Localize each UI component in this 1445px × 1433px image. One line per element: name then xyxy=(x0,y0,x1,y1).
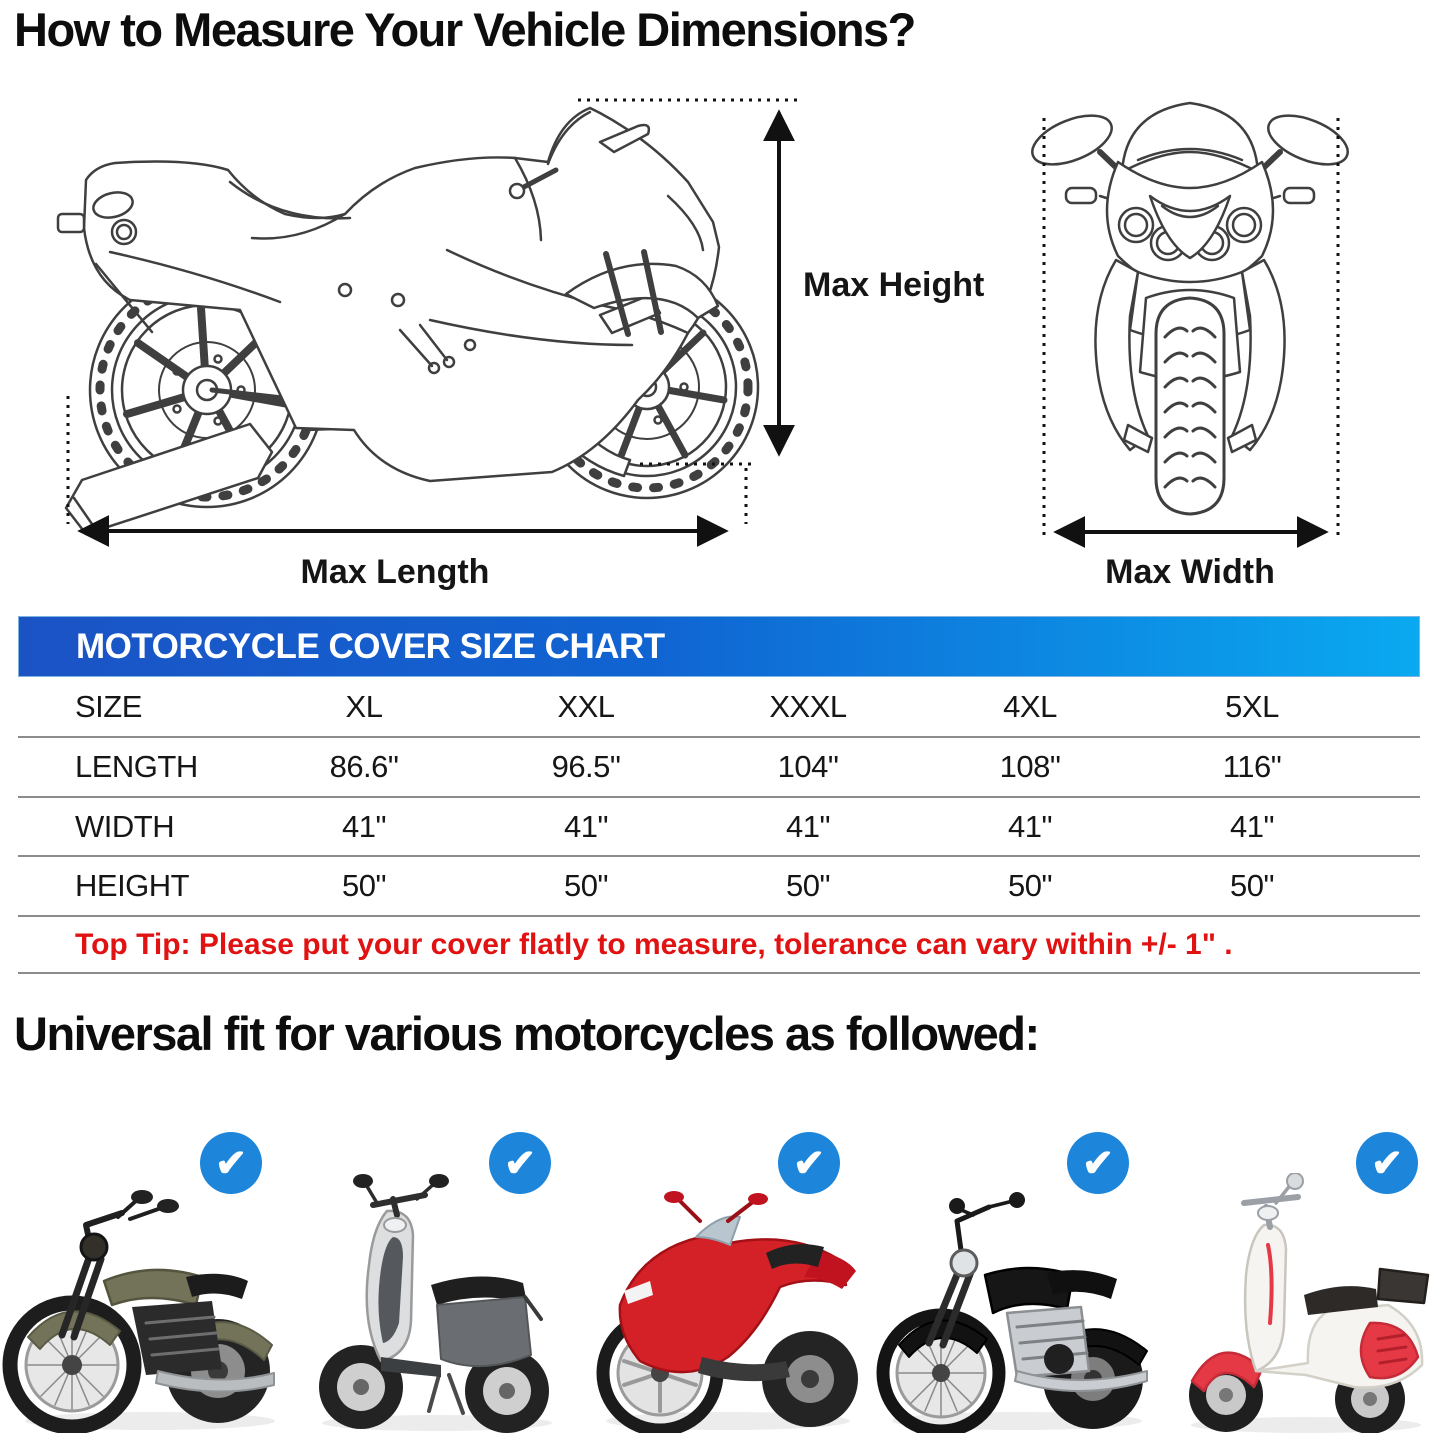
row-label: LENGTH xyxy=(75,749,198,784)
table-cell: 50" xyxy=(564,868,608,903)
table-cell: 108" xyxy=(999,749,1061,784)
size-option: 5XL xyxy=(1225,688,1279,724)
table-cell: 41" xyxy=(564,808,608,844)
table-cell: 50" xyxy=(1008,868,1052,903)
check-glyph: ✔ xyxy=(1082,1142,1114,1185)
row-label: HEIGHT xyxy=(75,868,190,903)
max-width-label: Max Width xyxy=(1105,553,1275,591)
universal-fit-heading: Universal fit for various motorcycles as followed: xyxy=(14,1007,1039,1060)
table-cell: 50" xyxy=(786,868,830,903)
size-option: XXXL xyxy=(769,688,847,724)
table-cell: 86.6" xyxy=(329,749,399,784)
table-cell: 96.5" xyxy=(551,749,621,784)
check-glyph: ✔ xyxy=(793,1142,825,1185)
gallery-item-red-sportbike xyxy=(578,1090,867,1433)
check-glyph: ✔ xyxy=(1371,1142,1403,1185)
size-chart-row-width xyxy=(18,798,1420,857)
size-chart-header-row xyxy=(18,677,1420,738)
measurement-diagram xyxy=(0,55,1445,615)
size-option: XXL xyxy=(557,688,615,724)
vespa-scooter-illustration xyxy=(1156,1173,1445,1433)
front-view-motorcycle-illustration xyxy=(1026,103,1355,514)
grey-scooter-illustration xyxy=(289,1173,578,1433)
table-cell: 50" xyxy=(342,868,386,903)
size-option: 4XL xyxy=(1003,688,1057,724)
gallery-item-grey-scooter xyxy=(289,1090,578,1433)
page-title: How to Measure Your Vehicle Dimensions? xyxy=(14,3,915,56)
max-height-label: Max Height xyxy=(803,266,985,304)
side-view-motorcycle-illustration xyxy=(58,108,758,534)
table-cell: 50" xyxy=(1230,868,1274,903)
size-chart-tip: Top Tip: Please put your cover flatly to measure, tolerance can vary within +/- 1" . xyxy=(18,917,1420,974)
size-chart-row-length xyxy=(18,738,1420,798)
gallery-item-olive-cruiser xyxy=(0,1090,289,1433)
gallery-item-vespa-scooter xyxy=(1156,1090,1445,1433)
olive-cruiser-illustration xyxy=(0,1173,289,1433)
table-cell: 104" xyxy=(777,749,839,784)
red-sportbike-illustration xyxy=(578,1173,867,1433)
black-cruiser-illustration xyxy=(867,1173,1156,1433)
row-label: WIDTH xyxy=(75,808,175,844)
size-chart-title: MOTORCYCLE COVER SIZE CHART xyxy=(76,626,665,666)
check-glyph: ✔ xyxy=(504,1142,536,1185)
fit-gallery xyxy=(0,1090,1445,1433)
check-glyph: ✔ xyxy=(215,1142,247,1185)
size-option: XL xyxy=(345,688,383,724)
max-length-label: Max Length xyxy=(300,553,490,591)
size-col-header: SIZE xyxy=(75,688,142,724)
gallery-item-black-cruiser xyxy=(867,1090,1156,1433)
table-cell: 116" xyxy=(1222,749,1282,784)
table-cell: 41" xyxy=(1230,808,1274,844)
size-chart-row-height xyxy=(18,857,1420,917)
size-chart-title-bar xyxy=(18,616,1420,677)
table-cell: 41" xyxy=(786,808,830,844)
table-cell: 41" xyxy=(342,808,386,844)
size-chart xyxy=(18,616,1420,974)
table-cell: 41" xyxy=(1008,808,1052,844)
